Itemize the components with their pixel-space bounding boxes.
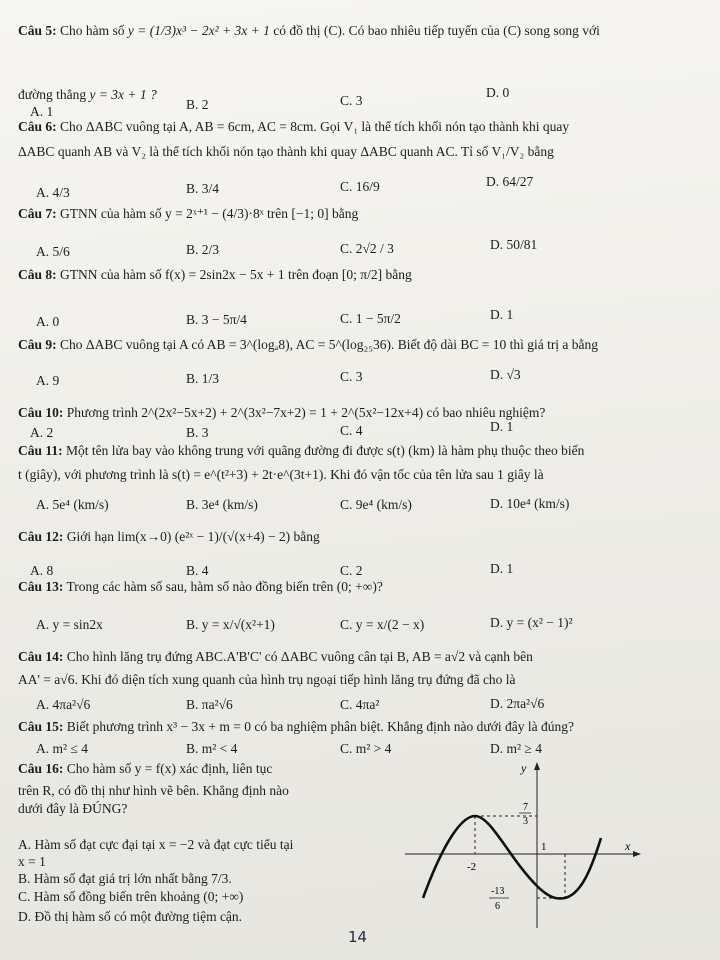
question-14-line-2: AA' = a√6. Khi đó diện tích xung quanh của hình trụ ngoại tiếp hình lăng trụ đứng đã cho là — [18, 672, 516, 687]
question-13: Câu 13: Trong các hàm số sau, hàm số nào đồng biến trên (0; +∞)? — [18, 579, 383, 594]
q16-option-b[interactable]: B. Hàm số đạt giá trị lớn nhất bằng 7/3. — [18, 871, 232, 886]
q8-option-c[interactable]: C. 1 − 5π/2 — [340, 311, 401, 326]
question-11-line-2: t (giây), với phương trình là s(t) = e^(t²+3) + 2t·e^(3t+1). Khi đó vận tốc của tên lửa sau 1 giây là — [18, 467, 544, 482]
q8-option-d[interactable]: D. 1 — [490, 307, 514, 322]
q11-option-a[interactable]: A. 5e⁴ (km/s) — [36, 497, 109, 512]
q9-option-b[interactable]: B. 1/3 — [186, 371, 220, 386]
q16-option-a-cont: x = 1 — [18, 854, 46, 869]
q9-option-d[interactable]: D. √3 — [490, 367, 521, 382]
q6-option-a[interactable]: A. 4/3 — [36, 185, 70, 200]
page-number: 14 — [348, 928, 368, 946]
question-6-line-1: Câu 6: Cho ΔABC vuông tại A, AB = 6cm, AC = 8cm. Gọi V₁ là thể tích khối nón tạo thành khi quay — [18, 119, 570, 134]
q13-option-a[interactable]: A. y = sin2x — [36, 617, 103, 632]
question-6-line-2: ΔABC quanh AB và V₂ là thể tích khối nón tạo thành khi quay ΔABC quanh AC. Tỉ số V₁/V₂ bằng — [18, 144, 554, 159]
q16-option-a[interactable]: A. Hàm số đạt cực đại tại x = −2 và đạt cực tiểu tại — [18, 837, 294, 852]
question-7: Câu 7: GTNN của hàm số y = 2ˣ⁺¹ − (4/3)·8ˣ trên [−1; 0] bằng — [18, 206, 359, 221]
question-15: Câu 15: Biết phương trình x³ − 3x + m = 0 có ba nghiệm phân biệt. Khẳng định nào dưới đây là đúng? — [18, 719, 574, 734]
function-graph — [405, 758, 645, 928]
question-12: Câu 12: Giới hạn lim(x→0) (e²ˣ − 1)/(√(x+4) − 2) bằng — [18, 529, 320, 544]
y-axis-label: y — [521, 761, 527, 775]
question-16-line-3: dưới đây là ĐÚNG? — [18, 801, 128, 816]
q11-option-c[interactable]: C. 9e⁴ (km/s) — [340, 497, 412, 512]
q13-option-b[interactable]: B. y = x/√(x²+1) — [186, 617, 275, 632]
ymin-denominator: 6 — [495, 901, 500, 912]
function-curve — [423, 816, 601, 899]
q14-option-c[interactable]: C. 4πa² — [340, 697, 380, 712]
q8-option-b[interactable]: B. 3 − 5π/4 — [186, 312, 247, 327]
q15-option-c[interactable]: C. m² > 4 — [340, 741, 392, 756]
q12-option-a[interactable]: A. 8 — [30, 563, 54, 578]
ymax-numerator: 7 — [523, 802, 528, 813]
q5-option-a[interactable]: A. 1 — [30, 104, 54, 119]
q7-option-c[interactable]: C. 2√2 / 3 — [340, 241, 394, 256]
q9-option-c[interactable]: C. 3 — [340, 369, 363, 384]
q15-option-b[interactable]: B. m² < 4 — [186, 741, 238, 756]
x-neg2-label: -2 — [467, 861, 477, 873]
q15-option-a[interactable]: A. m² ≤ 4 — [36, 741, 88, 756]
q9-option-a[interactable]: A. 9 — [36, 373, 60, 388]
q7-option-d[interactable]: D. 50/81 — [490, 237, 538, 252]
q11-option-b[interactable]: B. 3e⁴ (km/s) — [186, 497, 258, 512]
q12-option-d[interactable]: D. 1 — [490, 561, 514, 576]
question-11-line-1: Câu 11: Một tên lửa bay vào không trung với quãng đường đi được s(t) (km) là hàm phụ thuộc theo biến — [18, 443, 585, 458]
question-5-line-1: Câu 5: Cho hàm số y = (1/3)x³ − 2x² + 3x + 1 có đồ thị (C). Có bao nhiêu tiếp tuyến của (C) song song với — [18, 23, 600, 38]
x-one-label: 1 — [541, 841, 547, 853]
q15-option-d[interactable]: D. m² ≥ 4 — [490, 741, 542, 756]
q6-option-b[interactable]: B. 3/4 — [186, 181, 220, 196]
q13-option-d[interactable]: D. y = (x² − 1)² — [490, 615, 573, 630]
q12-option-b[interactable]: B. 4 — [186, 563, 209, 578]
q11-option-d[interactable]: D. 10e⁴ (km/s) — [490, 496, 570, 511]
y-axis-arrow — [534, 762, 540, 770]
ymax-denominator: 3 — [523, 816, 528, 827]
question-8: Câu 8: GTNN của hàm số f(x) = 2sin2x − 5x + 1 trên đoạn [0; π/2] bằng — [18, 267, 412, 282]
q5-option-b[interactable]: B. 2 — [186, 97, 209, 112]
x-axis-label: x — [625, 839, 631, 853]
question-14-line-1: Câu 14: Cho hình lăng trụ đứng ABC.A'B'C' có ΔABC vuông cân tại B, AB = a√2 và cạnh bên — [18, 649, 533, 664]
q7-option-a[interactable]: A. 5/6 — [36, 244, 70, 259]
q12-option-c[interactable]: C. 2 — [340, 563, 363, 578]
q10-option-c[interactable]: C. 4 — [340, 423, 363, 438]
q6-option-d[interactable]: D. 64/27 — [486, 174, 534, 189]
question-16-line-2: trên R, có đồ thị như hình vẽ bên. Khẳng định nào — [18, 783, 289, 798]
q14-option-a[interactable]: A. 4πa²√6 — [36, 697, 91, 712]
q14-option-d[interactable]: D. 2πa²√6 — [490, 696, 545, 711]
question-10: Câu 10: Phương trình 2^(2x²−5x+2) + 2^(3x²−7x+2) = 1 + 2^(5x²−12x+4) có bao nhiêu nghiệm? — [18, 405, 546, 420]
q5-option-c[interactable]: C. 3 — [340, 93, 363, 108]
q14-option-b[interactable]: B. πa²√6 — [186, 697, 233, 712]
q8-option-a[interactable]: A. 0 — [36, 314, 60, 329]
q10-option-d[interactable]: D. 1 — [490, 419, 514, 434]
q5-option-d[interactable]: D. 0 — [486, 85, 510, 100]
x-axis-arrow — [633, 851, 641, 857]
q16-option-d[interactable]: D. Đồ thị hàm số có một đường tiệm cận. — [18, 909, 243, 924]
question-5-line-2: đường thẳng y = 3x + 1 ? — [18, 87, 157, 102]
q10-option-b[interactable]: B. 3 — [186, 425, 209, 440]
ymin-numerator: -13 — [491, 886, 505, 897]
question-16-line-1: Câu 16: Cho hàm số y = f(x) xác định, liên tục — [18, 761, 273, 776]
q7-option-b[interactable]: B. 2/3 — [186, 242, 220, 257]
q10-option-a[interactable]: A. 2 — [30, 425, 54, 440]
q13-option-c[interactable]: C. y = x/(2 − x) — [340, 617, 425, 632]
question-9: Câu 9: Cho ΔABC vuông tại A có AB = 3^(logₐ8), AC = 5^(log₂₅36). Biết độ dài BC = 10 thì giá trị a bằng — [18, 337, 599, 352]
q6-option-c[interactable]: C. 16/9 — [340, 179, 380, 194]
q16-option-c[interactable]: C. Hàm số đồng biến trên khoảng (0; +∞) — [18, 889, 244, 904]
